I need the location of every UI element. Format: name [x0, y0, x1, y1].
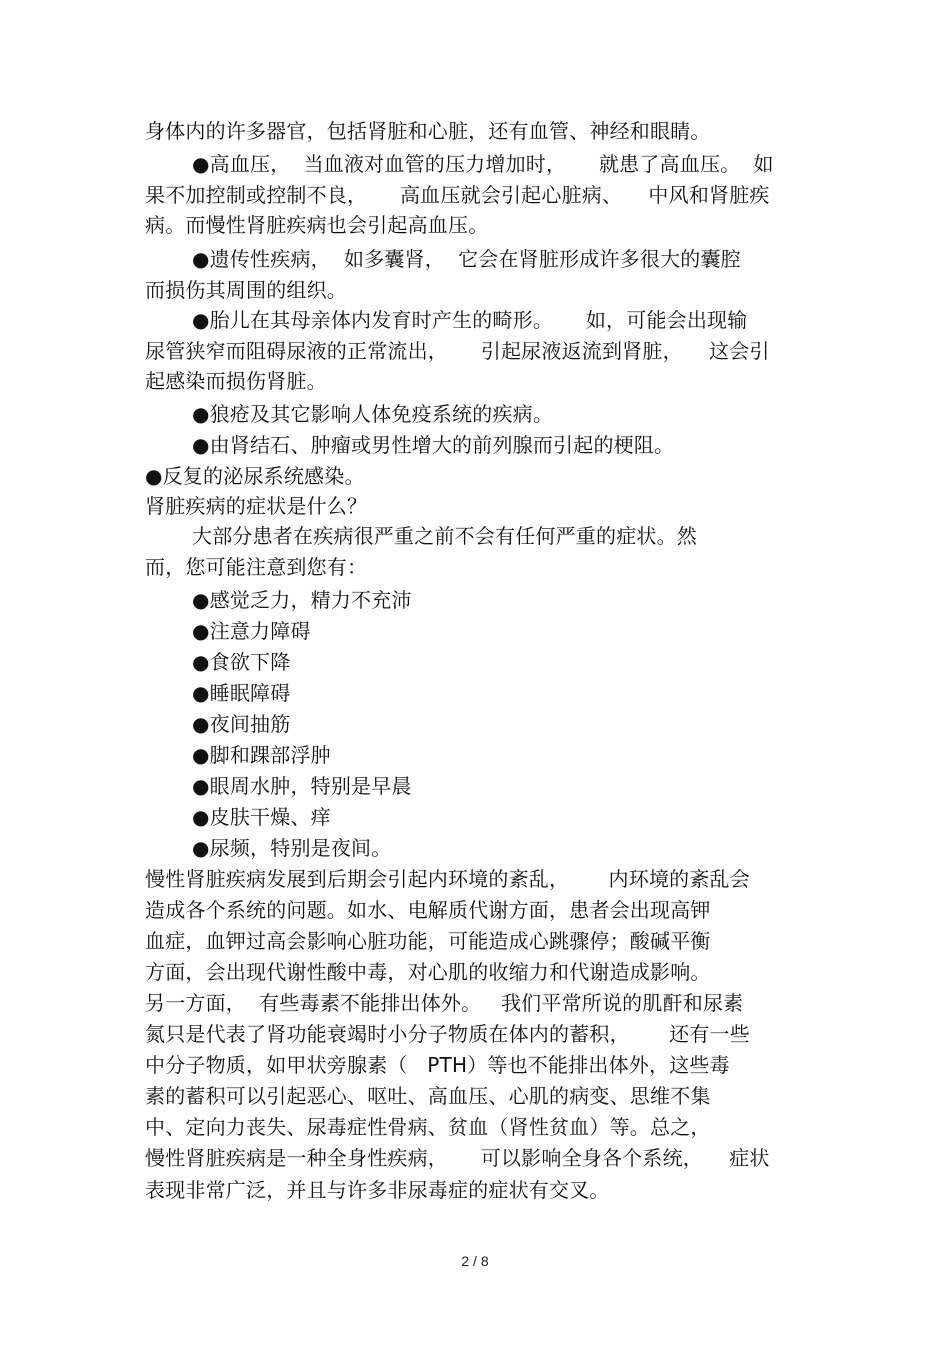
- text-line: 而，您可能注意到您有：: [145, 555, 368, 579]
- symptom-item: ●食欲下降: [192, 650, 291, 674]
- symptom-item: ●睡眠障碍: [192, 681, 291, 705]
- page-number: 2 / 8: [461, 1253, 489, 1269]
- text-line: ●遗传性疾病， 如多囊肾， 它会在肾脏形成许多很大的囊腔: [192, 247, 741, 271]
- text-line: ●反复的泌尿系统感染。: [145, 464, 365, 488]
- text-line: 慢性肾脏疾病是一种全身性疾病， 可以影响全身各个系统， 症状: [145, 1146, 770, 1170]
- text-line: 素的蓄积可以引起恶心、呕吐、高血压、心肌的病变、思维不集: [145, 1084, 711, 1108]
- text-line: 血症，血钾过高会影响心脏功能，可能造成心跳骤停；酸碱平衡: [145, 929, 711, 953]
- symptom-item: ●尿频，特别是夜间。: [192, 836, 392, 860]
- text-line: ●狼疮及其它影响人体免疫系统的疾病。: [192, 402, 554, 426]
- text-line: 表现非常广泛，并且与许多非尿毒症的症状有交叉。: [145, 1178, 610, 1202]
- symptom-item: ●感觉乏力，精力不充沛: [192, 588, 412, 612]
- text-line: 方面，会出现代谢性酸中毒，对心肌的收缩力和代谢造成影响。: [145, 960, 711, 984]
- text-line: 起感染而损伤肾脏。: [145, 369, 327, 393]
- symptom-item: ●夜间抽筋: [192, 712, 291, 736]
- text-line: 造成各个系统的问题。如水、电解质代谢方面，患者会出现高钾: [145, 898, 711, 922]
- text-line: 另一方面， 有些毒素不能排出体外。 我们平常所说的肌酐和尿素: [145, 991, 744, 1015]
- text-line: 大部分患者在疾病很严重之前不会有任何严重的症状。然: [192, 524, 697, 548]
- text-line: 中、定向力丧失、尿毒症性骨病、贫血（肾性贫血）等。总之，: [145, 1115, 711, 1139]
- symptom-item: ●脚和踝部浮肿: [192, 743, 331, 767]
- text-line: 果不加控制或控制不良， 高血压就会引起心脏病、 中风和肾脏疾: [145, 183, 770, 207]
- symptom-item: ●注意力障碍: [192, 619, 311, 643]
- text-line: 病。而慢性肾脏疾病也会引起高血压。: [145, 213, 489, 237]
- section-heading: 肾脏疾病的症状是什么？: [145, 494, 368, 518]
- symptom-item: ●眼周水肿，特别是早晨: [192, 774, 412, 798]
- text-line: 身体内的许多器官，包括肾脏和心脏，还有血管、神经和眼睛。: [145, 119, 711, 143]
- text-line: 氮只是代表了肾功能衰竭时小分子物质在体内的蓄积， 还有一些: [145, 1022, 750, 1046]
- text-line: 而损伤其周围的组织。: [145, 278, 347, 302]
- text-line: ●胎儿在其母亲体内发育时产生的畸形。 如，可能会出现输: [192, 308, 748, 332]
- text-line: 中分子物质，如甲状旁腺素（ PTH）等也不能排出体外，这些毒: [145, 1053, 730, 1077]
- text-line: 尿管狭窄而阻碍尿液的正常流出， 引起尿液返流到肾脏， 这会引: [145, 339, 770, 363]
- text-line: ●高血压， 当血液对血管的压力增加时， 就患了高血压。 如: [192, 152, 774, 176]
- text-line: 慢性肾脏疾病发展到后期会引起内环境的紊乱， 内环境的紊乱会: [145, 867, 750, 891]
- text-line: ●由肾结石、肿瘤或男性增大的前列腺而引起的梗阻。: [192, 433, 675, 457]
- symptom-item: ●皮肤干燥、痒: [192, 805, 331, 829]
